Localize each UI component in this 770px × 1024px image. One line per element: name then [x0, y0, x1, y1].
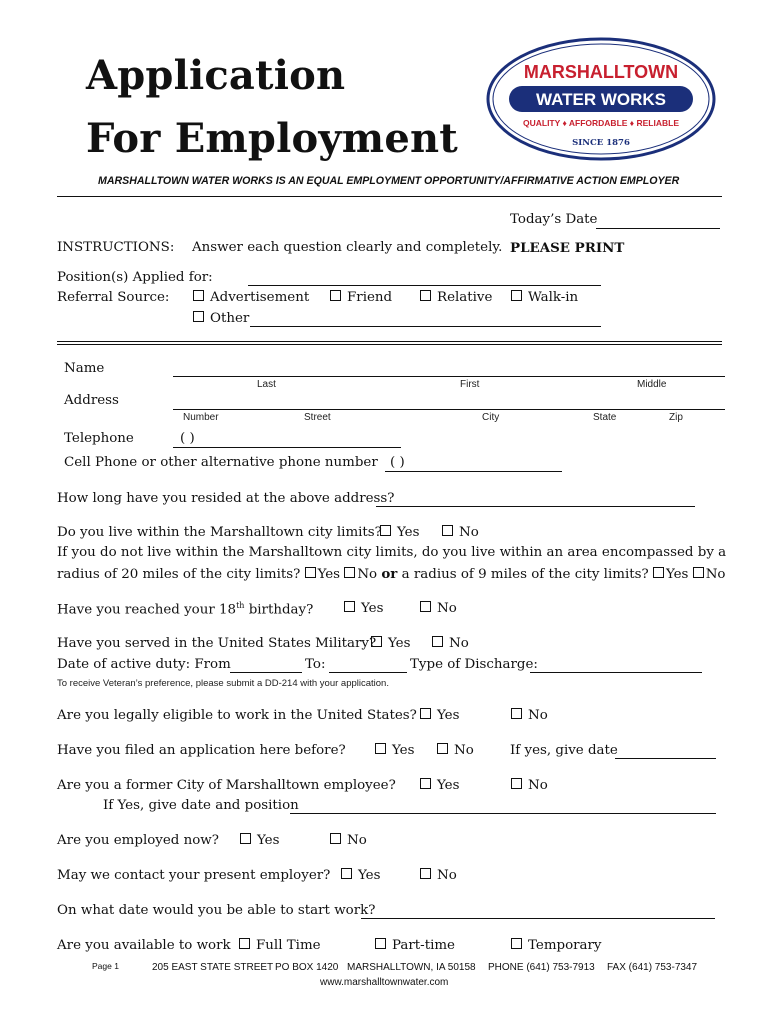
- telephone-label: Telephone: [64, 431, 134, 446]
- former-question: Are you a former City of Marshalltown employee?: [57, 778, 396, 793]
- checkbox[interactable]: [341, 868, 352, 879]
- active-duty-to-label: To:: [305, 657, 326, 672]
- checkbox[interactable]: [442, 525, 453, 536]
- available-full-time[interactable]: Full Time: [239, 938, 321, 953]
- city-caption: City: [482, 412, 500, 423]
- checkbox[interactable]: [693, 567, 704, 578]
- filed-date-label: If yes, give date: [510, 743, 618, 758]
- employed-question: Are you employed now?: [57, 833, 219, 848]
- footer-address: 205 EAST STATE STREET: [152, 962, 274, 973]
- city-limits-no[interactable]: No: [442, 525, 479, 540]
- todays-date-label: Today’s Date: [510, 212, 598, 227]
- contact-question: May we contact your present employer?: [57, 868, 331, 883]
- checkbox[interactable]: [193, 290, 204, 301]
- referral-advertisement[interactable]: Advertisement: [193, 290, 309, 305]
- section-divider-bottom: [57, 344, 722, 345]
- filed-question: Have you filed an application here before?: [57, 743, 346, 758]
- instructions-text: Answer each question clearly and completely.: [192, 240, 503, 255]
- eligible-no[interactable]: No: [511, 708, 548, 723]
- checkbox[interactable]: [511, 778, 522, 789]
- eeo-statement: MARSHALLTOWN WATER WORKS IS AN EQUAL EMPLOYMENT OPPORTUNITY/AFFIRMATIVE ACTION EMPLOYER: [98, 175, 680, 187]
- discharge-field[interactable]: [530, 672, 702, 673]
- referral-walk-in[interactable]: Walk-in: [511, 290, 578, 305]
- footer-city: MARSHALLTOWN, IA 50158: [347, 962, 476, 973]
- state-caption: State: [593, 412, 617, 423]
- instructions-label: INSTRUCTIONS:: [57, 240, 175, 255]
- military-no[interactable]: No: [432, 636, 469, 651]
- referral-other-field[interactable]: [250, 326, 601, 327]
- birthday-yes[interactable]: Yes: [344, 601, 383, 616]
- logo-since: SINCE 1876: [572, 138, 630, 148]
- checkbox[interactable]: [305, 567, 316, 578]
- checkbox[interactable]: [420, 868, 431, 879]
- referral-label: Referral Source:: [57, 290, 170, 305]
- active-duty-label: Date of active duty: From: [57, 657, 231, 672]
- eligible-question: Are you legally eligible to work in the United States?: [57, 708, 417, 723]
- checkbox[interactable]: [511, 708, 522, 719]
- area-9-no[interactable]: No: [693, 567, 726, 582]
- checkbox[interactable]: [380, 525, 391, 536]
- former-yes[interactable]: Yes: [420, 778, 459, 793]
- checkbox[interactable]: [193, 311, 204, 322]
- veteran-note: To receive Veteran’s preference, please submit a DD-214 with your application.: [57, 678, 389, 689]
- checkbox[interactable]: [375, 938, 386, 949]
- cell-field[interactable]: [385, 471, 562, 472]
- checkbox[interactable]: [330, 833, 341, 844]
- filed-date-field[interactable]: [615, 758, 716, 759]
- checkbox[interactable]: [420, 708, 431, 719]
- address-label: Address: [64, 393, 119, 408]
- former-no[interactable]: No: [511, 778, 548, 793]
- area-question-line2: radius of 20 miles of the city limits? Yes No or a radius of 9 miles of the city limits? Yes No: [57, 566, 726, 582]
- active-duty-to-field[interactable]: [329, 672, 407, 673]
- number-caption: Number: [183, 412, 219, 423]
- last-caption: Last: [257, 379, 276, 390]
- street-caption: Street: [304, 412, 331, 423]
- checkbox[interactable]: [330, 290, 341, 301]
- footer-fax: FAX (641) 753-7347: [607, 962, 698, 973]
- header-divider: [57, 196, 722, 197]
- birthday-no[interactable]: No: [420, 601, 457, 616]
- filed-yes[interactable]: Yes: [375, 743, 414, 758]
- birthday-question: Have you reached your 18th birthday?: [57, 601, 314, 618]
- available-part-time[interactable]: Part-time: [375, 938, 455, 953]
- logo-sub: WATER WORKS: [535, 90, 667, 109]
- zip-caption: Zip: [669, 412, 683, 423]
- area-20-yes[interactable]: Yes: [305, 567, 340, 582]
- footer-pobox: PO BOX 1420: [275, 962, 339, 973]
- contact-no[interactable]: No: [420, 868, 457, 883]
- checkbox[interactable]: [420, 778, 431, 789]
- telephone-area-code: ( ): [180, 431, 195, 446]
- former-detail-label: If Yes, give date and position: [103, 798, 299, 813]
- military-question: Have you served in the United States Military?: [57, 636, 377, 651]
- name-field[interactable]: [173, 376, 725, 377]
- name-label: Name: [64, 361, 105, 376]
- active-duty-from-field[interactable]: [230, 672, 302, 673]
- start-field[interactable]: [361, 918, 715, 919]
- positions-label: Position(s) Applied for:: [57, 270, 213, 285]
- todays-date-field[interactable]: [596, 228, 720, 229]
- title-line-2: For Employment: [86, 115, 458, 162]
- checkbox[interactable]: [344, 601, 355, 612]
- checkbox[interactable]: [511, 290, 522, 301]
- discharge-label: Type of Discharge:: [410, 657, 538, 672]
- logo-name: MARSHALLTOWN: [523, 62, 679, 82]
- middle-caption: Middle: [637, 379, 667, 390]
- filed-no[interactable]: No: [437, 743, 474, 758]
- marshalltown-water-works-logo: [483, 34, 719, 164]
- checkbox[interactable]: [239, 938, 250, 949]
- referral-other[interactable]: Other: [193, 311, 249, 326]
- checkbox[interactable]: [420, 290, 431, 301]
- logo-tagline: QUALITY ♦ AFFORDABLE ♦ RELIABLE: [522, 118, 680, 128]
- page-number: Page 1: [92, 961, 119, 971]
- telephone-field[interactable]: [173, 447, 401, 448]
- referral-relative[interactable]: Relative: [420, 290, 492, 305]
- checkbox[interactable]: [240, 833, 251, 844]
- cell-label: Cell Phone or other alternative phone number: [64, 455, 378, 470]
- checkbox[interactable]: [437, 743, 448, 754]
- area-9-yes[interactable]: Yes: [653, 567, 688, 582]
- former-detail-field[interactable]: [290, 813, 716, 814]
- first-caption: First: [460, 379, 480, 390]
- positions-field[interactable]: [248, 285, 601, 286]
- footer-website[interactable]: www.marshalltownwater.com: [320, 977, 449, 988]
- resided-question: How long have you resided at the above address?: [57, 491, 395, 506]
- area-20-no[interactable]: No: [344, 567, 377, 582]
- resided-field[interactable]: [376, 506, 695, 507]
- cell-area-code: ( ): [390, 455, 405, 470]
- available-question: Are you available to work: [57, 938, 231, 953]
- checkbox[interactable]: [432, 636, 443, 647]
- referral-friend[interactable]: Friend: [330, 290, 392, 305]
- footer-phone: PHONE (641) 753-7913: [488, 962, 595, 973]
- checkbox[interactable]: [653, 567, 664, 578]
- eligible-yes[interactable]: Yes: [420, 708, 459, 723]
- address-field[interactable]: [173, 409, 725, 410]
- employed-no[interactable]: No: [330, 833, 367, 848]
- available-temporary[interactable]: Temporary: [511, 938, 602, 953]
- city-limits-question: Do you live within the Marshalltown city limits?: [57, 525, 382, 540]
- contact-yes[interactable]: Yes: [341, 868, 380, 883]
- employed-yes[interactable]: Yes: [240, 833, 279, 848]
- checkbox[interactable]: [511, 938, 522, 949]
- checkbox[interactable]: [420, 601, 431, 612]
- checkbox[interactable]: [375, 743, 386, 754]
- checkbox[interactable]: [371, 636, 382, 647]
- area-question-line1: If you do not live within the Marshalltown city limits, do you live within an area encompassed by a: [57, 545, 727, 560]
- military-yes[interactable]: Yes: [371, 636, 410, 651]
- title-line-1: Application: [86, 52, 346, 99]
- city-limits-yes[interactable]: Yes: [380, 525, 419, 540]
- section-divider-top: [57, 341, 722, 342]
- please-print: PLEASE PRINT: [510, 240, 625, 256]
- checkbox[interactable]: [344, 567, 355, 578]
- start-question: On what date would you be able to start work?: [57, 903, 376, 918]
